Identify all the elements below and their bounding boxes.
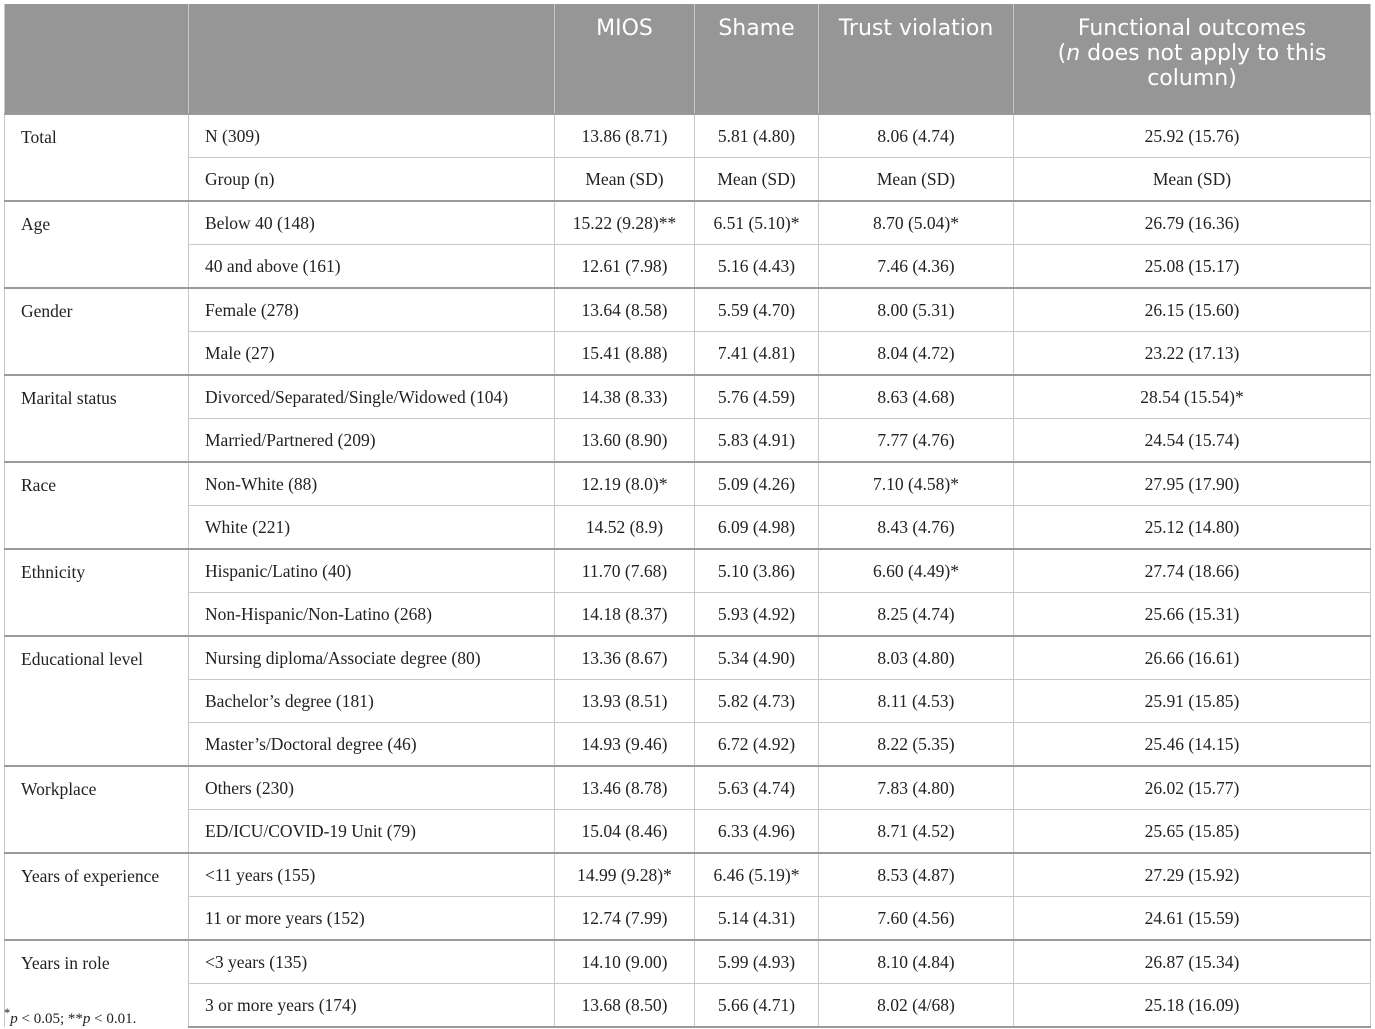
table-row <box>5 419 1371 463</box>
trust-cell: 8.53 (4.87) <box>819 853 1014 897</box>
mios-cell: 11.70 (7.68) <box>555 549 695 593</box>
shame-cell: 6.72 (4.92) <box>695 723 819 767</box>
trust-cell: 8.10 (4.84) <box>819 940 1014 984</box>
functional-cell: 25.12 (14.80) <box>1014 506 1371 550</box>
mios-cell: 15.22 (9.28)** <box>555 201 695 245</box>
header-functional-outcomes <box>1014 4 1371 114</box>
table-row <box>5 636 1371 680</box>
group-cell: Hispanic/Latino (40) <box>189 549 555 593</box>
mios-cell: 13.36 (8.67) <box>555 636 695 680</box>
trust-cell: 8.03 (4.80) <box>819 636 1014 680</box>
group-cell: 40 and above (161) <box>189 245 555 289</box>
functional-cell: 24.61 (15.59) <box>1014 897 1371 941</box>
trust-cell: 8.22 (5.35) <box>819 723 1014 767</box>
mios-cell: 14.18 (8.37) <box>555 593 695 637</box>
functional-cell: Mean (SD) <box>1014 158 1371 202</box>
table-header <box>5 4 1371 114</box>
header-mios: MIOS <box>555 4 695 114</box>
data-table <box>4 4 1371 1028</box>
trust-cell: 8.70 (5.04)* <box>819 201 1014 245</box>
table-row <box>5 593 1371 637</box>
footnote-text1: < 0.05; ** <box>17 1011 83 1027</box>
group-cell: Others (230) <box>189 766 555 810</box>
group-cell: Group (n) <box>189 158 555 202</box>
mios-cell: 14.38 (8.33) <box>555 375 695 419</box>
header-functional-note: does not apply to this column) <box>1080 41 1327 91</box>
group-cell: Bachelor’s degree (181) <box>189 680 555 723</box>
shame-cell: 6.09 (4.98) <box>695 506 819 550</box>
header-trust-violation: Trust violation <box>819 4 1014 114</box>
mios-cell: 14.93 (9.46) <box>555 723 695 767</box>
shame-cell: 5.93 (4.92) <box>695 593 819 637</box>
group-cell: N (309) <box>189 114 555 158</box>
shame-cell: 5.81 (4.80) <box>695 114 819 158</box>
functional-cell: 25.66 (15.31) <box>1014 593 1371 637</box>
group-cell: 11 or more years (152) <box>189 897 555 941</box>
functional-cell: 26.79 (16.36) <box>1014 201 1371 245</box>
functional-cell: 27.74 (18.66) <box>1014 549 1371 593</box>
shame-cell: 5.82 (4.73) <box>695 680 819 723</box>
header-functional-title: Functional outcomes <box>1077 16 1307 41</box>
functional-cell: 27.95 (17.90) <box>1014 462 1371 506</box>
mios-cell: 12.74 (7.99) <box>555 897 695 941</box>
header-shame: Shame <box>695 4 819 114</box>
trust-cell: 8.11 (4.53) <box>819 680 1014 723</box>
mios-cell: 13.68 (8.50) <box>555 984 695 1028</box>
table-row <box>5 984 1371 1028</box>
shame-cell: 5.10 (3.86) <box>695 549 819 593</box>
shame-cell: 5.83 (4.91) <box>695 419 819 463</box>
trust-cell: 8.43 (4.76) <box>819 506 1014 550</box>
group-cell: Master’s/Doctoral degree (46) <box>189 723 555 767</box>
shame-cell: 5.34 (4.90) <box>695 636 819 680</box>
trust-cell: 8.25 (4.74) <box>819 593 1014 637</box>
shame-cell: 5.63 (4.74) <box>695 766 819 810</box>
table-row <box>5 549 1371 593</box>
functional-cell: 27.29 (15.92) <box>1014 853 1371 897</box>
header-group <box>189 4 555 114</box>
group-cell: Married/Partnered (209) <box>189 419 555 463</box>
mios-cell: 13.60 (8.90) <box>555 419 695 463</box>
shame-cell: 5.09 (4.26) <box>695 462 819 506</box>
functional-cell: 26.02 (15.77) <box>1014 766 1371 810</box>
category-cell: Race <box>5 462 189 549</box>
category-cell: Total <box>5 114 189 201</box>
table-row <box>5 897 1371 941</box>
group-cell: <11 years (155) <box>189 853 555 897</box>
trust-cell: 8.00 (5.31) <box>819 288 1014 332</box>
group-cell: Below 40 (148) <box>189 201 555 245</box>
category-cell: Ethnicity <box>5 549 189 636</box>
group-cell: ED/ICU/COVID-19 Unit (79) <box>189 810 555 854</box>
trust-cell: 7.60 (4.56) <box>819 897 1014 941</box>
category-cell: Educational level <box>5 636 189 766</box>
footnote <box>4 1006 136 1028</box>
table-row <box>5 201 1371 245</box>
mios-cell: 13.86 (8.71) <box>555 114 695 158</box>
table-row <box>5 158 1371 202</box>
group-cell: Non-Hispanic/Non-Latino (268) <box>189 593 555 637</box>
group-cell: White (221) <box>189 506 555 550</box>
shame-cell: Mean (SD) <box>695 158 819 202</box>
mios-cell: 15.41 (8.88) <box>555 332 695 376</box>
trust-cell: 7.83 (4.80) <box>819 766 1014 810</box>
table-row <box>5 375 1371 419</box>
trust-cell: 8.63 (4.68) <box>819 375 1014 419</box>
mios-cell: 14.10 (9.00) <box>555 940 695 984</box>
category-cell: Gender <box>5 288 189 375</box>
functional-cell: 28.54 (15.54)* <box>1014 375 1371 419</box>
table-row <box>5 114 1371 158</box>
table-row <box>5 462 1371 506</box>
group-cell: <3 years (135) <box>189 940 555 984</box>
trust-cell: 8.71 (4.52) <box>819 810 1014 854</box>
trust-cell: 8.02 (4/68) <box>819 984 1014 1028</box>
group-cell: Divorced/Separated/Single/Widowed (104) <box>189 375 555 419</box>
mios-cell: 14.99 (9.28)* <box>555 853 695 897</box>
mios-cell: 13.46 (8.78) <box>555 766 695 810</box>
category-cell: Marital status <box>5 375 189 462</box>
table-row <box>5 853 1371 897</box>
category-cell: Years of experience <box>5 853 189 940</box>
functional-cell: 25.08 (15.17) <box>1014 245 1371 289</box>
functional-cell: 26.66 (16.61) <box>1014 636 1371 680</box>
group-cell: Male (27) <box>189 332 555 376</box>
category-cell: Years in role <box>5 940 189 1027</box>
functional-cell: 23.22 (17.13) <box>1014 332 1371 376</box>
shame-cell: 6.33 (4.96) <box>695 810 819 854</box>
mios-cell: Mean (SD) <box>555 158 695 202</box>
shame-cell: 5.59 (4.70) <box>695 288 819 332</box>
table-body <box>5 114 1371 1027</box>
table-row <box>5 506 1371 550</box>
shame-cell: 7.41 (4.81) <box>695 332 819 376</box>
mios-cell: 13.93 (8.51) <box>555 680 695 723</box>
functional-cell: 25.18 (16.09) <box>1014 984 1371 1028</box>
shame-cell: 6.51 (5.10)* <box>695 201 819 245</box>
mios-cell: 12.61 (7.98) <box>555 245 695 289</box>
header-functional-open-paren: ( <box>1057 41 1067 66</box>
shame-cell: 5.66 (4.71) <box>695 984 819 1028</box>
table-row <box>5 680 1371 723</box>
footnote-p1: p <box>10 1011 18 1027</box>
table-row <box>5 332 1371 376</box>
table-row <box>5 245 1371 289</box>
shame-cell: 5.16 (4.43) <box>695 245 819 289</box>
category-cell: Workplace <box>5 766 189 853</box>
mios-cell: 15.04 (8.46) <box>555 810 695 854</box>
trust-cell: 7.46 (4.36) <box>819 245 1014 289</box>
mios-cell: 14.52 (8.9) <box>555 506 695 550</box>
functional-cell: 25.65 (15.85) <box>1014 810 1371 854</box>
table-row <box>5 810 1371 854</box>
table-row <box>5 723 1371 767</box>
functional-cell: 25.91 (15.85) <box>1014 680 1371 723</box>
mios-cell: 13.64 (8.58) <box>555 288 695 332</box>
shame-cell: 6.46 (5.19)* <box>695 853 819 897</box>
header-functional-n: n <box>1066 41 1081 66</box>
trust-cell: 6.60 (4.49)* <box>819 549 1014 593</box>
functional-cell: 26.87 (15.34) <box>1014 940 1371 984</box>
footnote-star: * <box>4 1006 11 1020</box>
footnote-p2: p <box>82 1011 91 1027</box>
shame-cell: 5.76 (4.59) <box>695 375 819 419</box>
group-cell: Non-White (88) <box>189 462 555 506</box>
trust-cell: 7.77 (4.76) <box>819 419 1014 463</box>
trust-cell: 8.06 (4.74) <box>819 114 1014 158</box>
functional-cell: 25.46 (14.15) <box>1014 723 1371 767</box>
trust-cell: Mean (SD) <box>819 158 1014 202</box>
shame-cell: 5.14 (4.31) <box>695 897 819 941</box>
functional-cell: 26.15 (15.60) <box>1014 288 1371 332</box>
group-cell: Female (278) <box>189 288 555 332</box>
shame-cell: 5.99 (4.93) <box>695 940 819 984</box>
table-row <box>5 288 1371 332</box>
header-row <box>5 4 1371 114</box>
trust-cell: 7.10 (4.58)* <box>819 462 1014 506</box>
group-cell: Nursing diploma/Associate degree (80) <box>189 636 555 680</box>
functional-cell: 24.54 (15.74) <box>1014 419 1371 463</box>
group-cell: 3 or more years (174) <box>189 984 555 1028</box>
mios-cell: 12.19 (8.0)* <box>555 462 695 506</box>
trust-cell: 8.04 (4.72) <box>819 332 1014 376</box>
table-row <box>5 940 1371 984</box>
footnote-text2: < 0.01. <box>90 1011 137 1027</box>
header-category <box>5 4 189 114</box>
functional-cell: 25.92 (15.76) <box>1014 114 1371 158</box>
category-cell: Age <box>5 201 189 288</box>
table-row <box>5 766 1371 810</box>
